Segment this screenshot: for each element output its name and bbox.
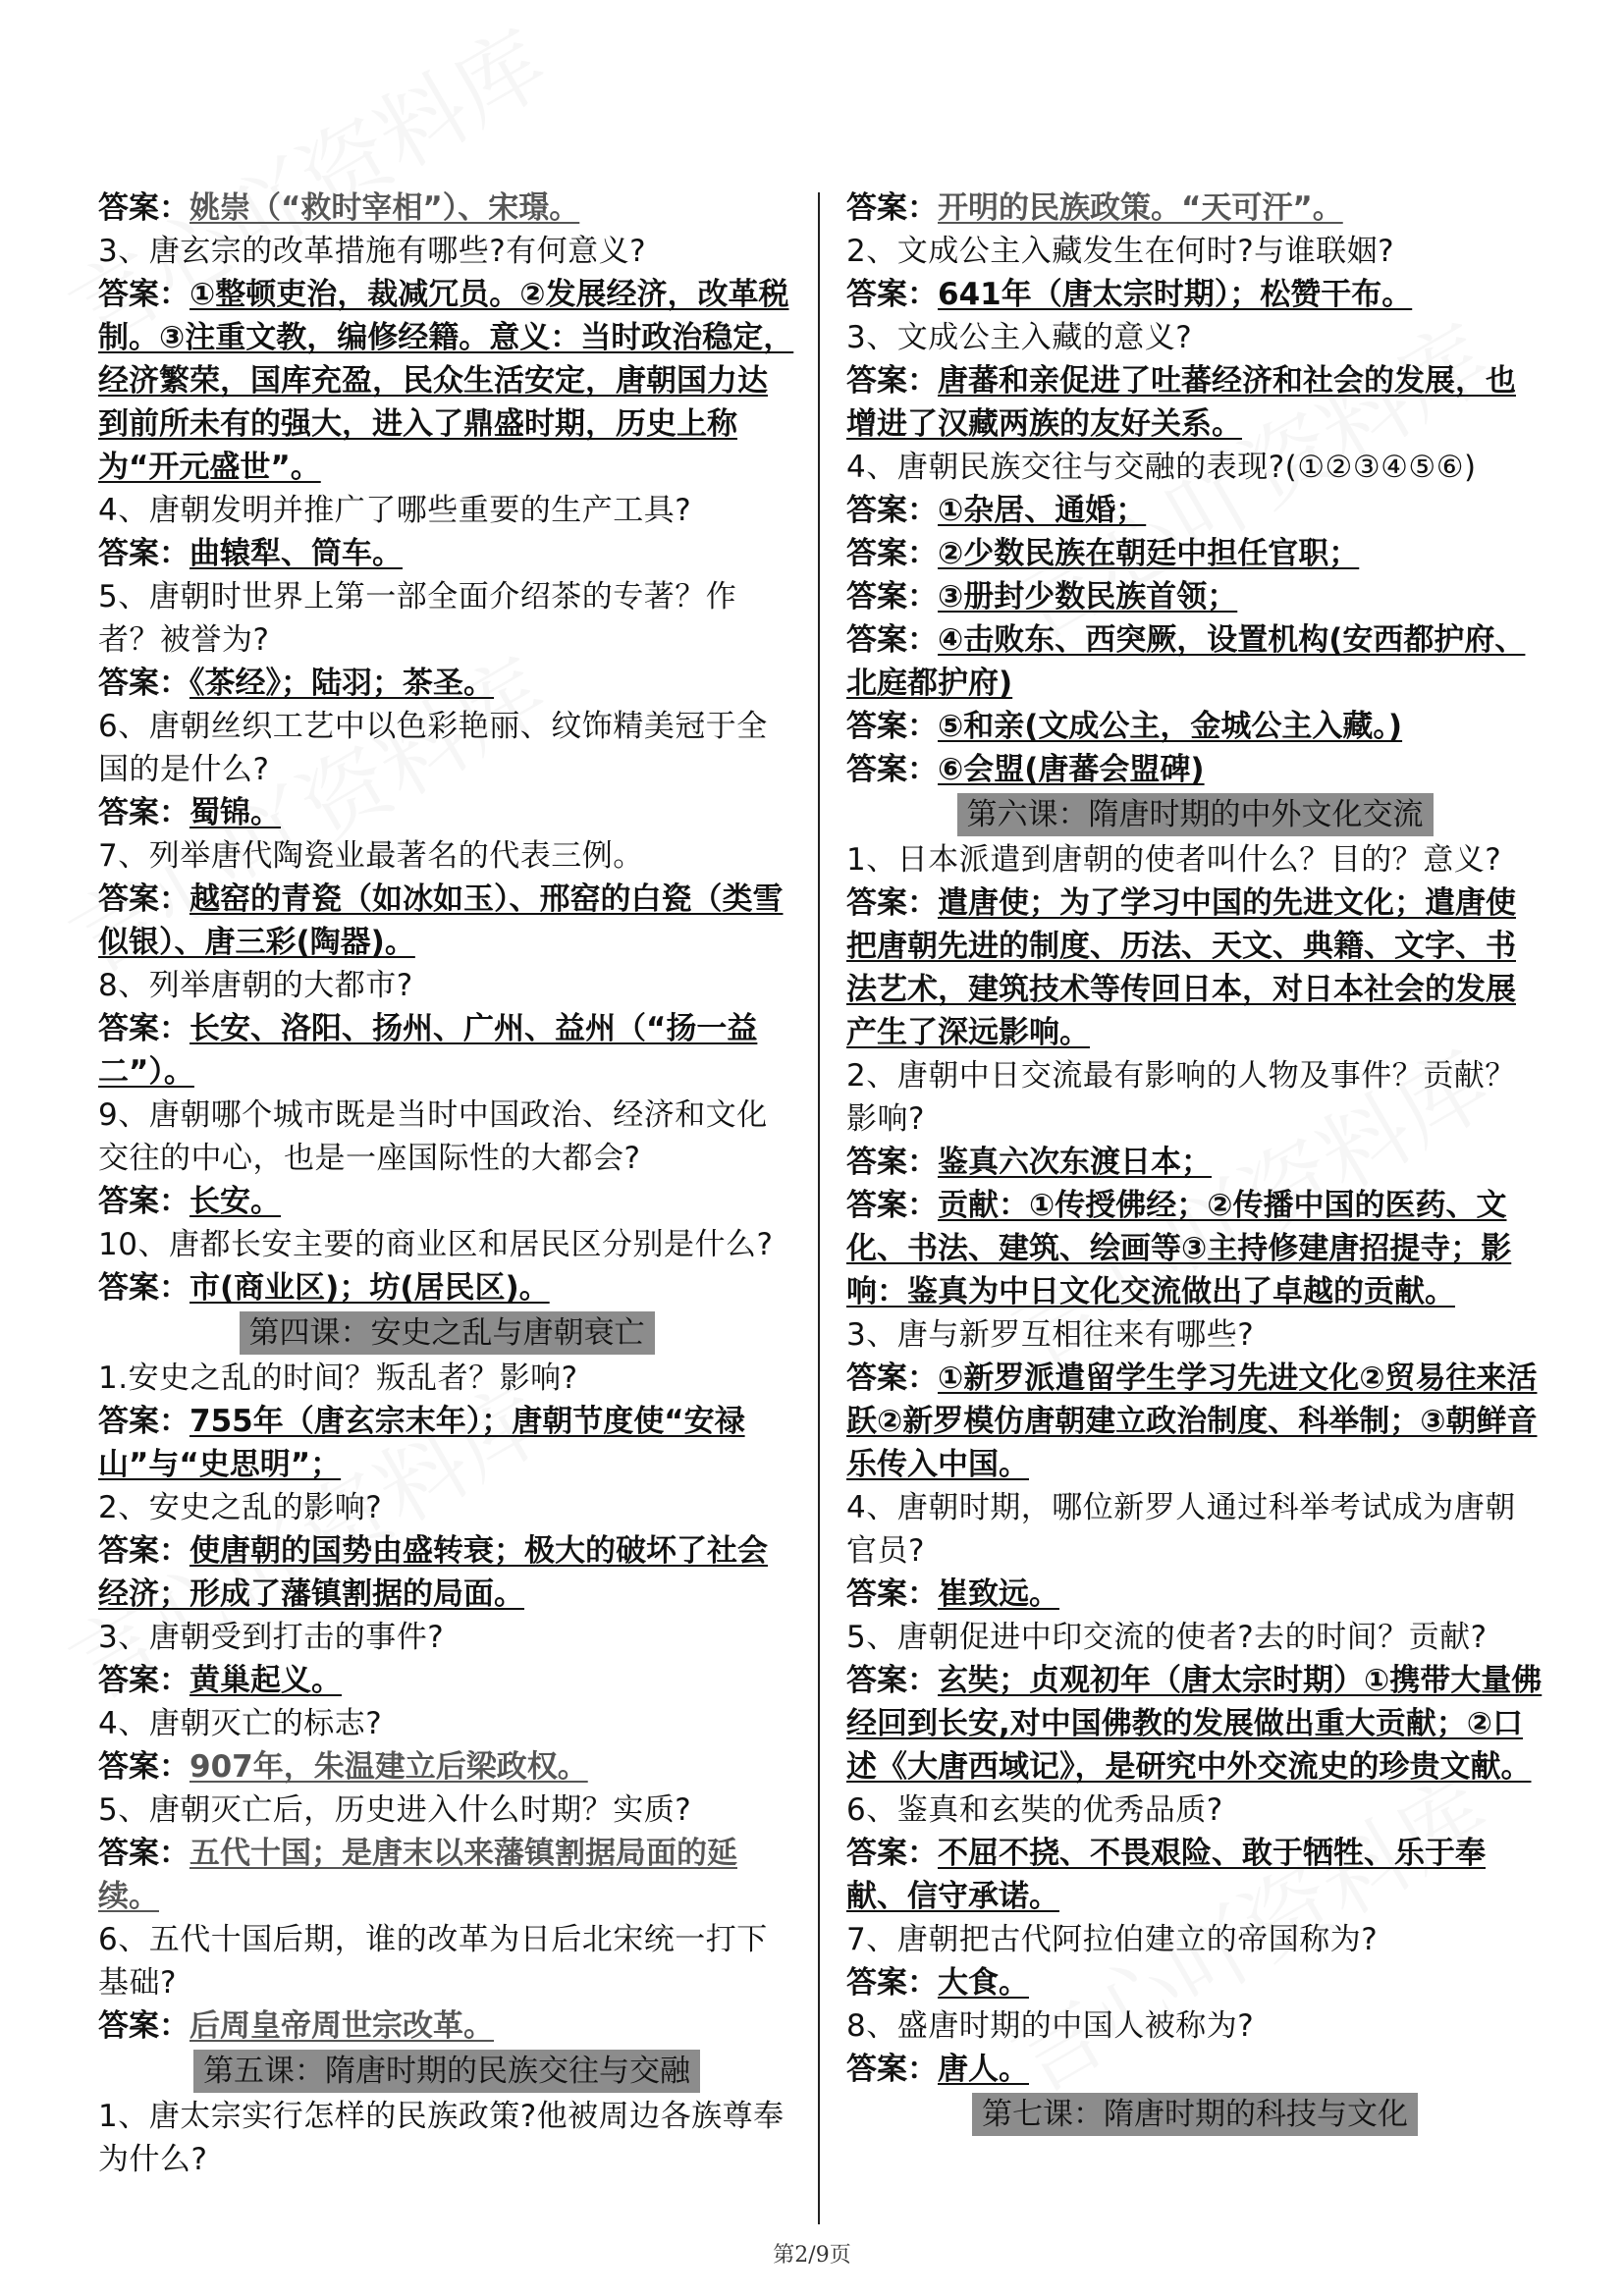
answer-label: 答案： <box>846 622 938 658</box>
answer-text: 蜀锦。 <box>189 795 281 830</box>
answer-text: 长安、洛阳、扬州、广州、益州（“扬一益二”）。 <box>98 1011 758 1090</box>
answer-text: 长安。 <box>189 1184 281 1219</box>
answer <box>846 1832 1543 1918</box>
question: 5、唐朝促进中印交流的使者?去的时间？贡献? <box>846 1620 1488 1655</box>
question: 3、唐朝受到打击的事件? <box>98 1620 445 1655</box>
answer-text: 市(商业区)；坊(居民区)。 <box>189 1270 550 1306</box>
question: 4、唐朝时期，哪位新罗人通过科举考试成为唐朝官员? <box>846 1490 1516 1569</box>
answer-label: 答案： <box>846 1663 938 1698</box>
answer-label: 答案： <box>846 190 938 226</box>
answer-label: 答案： <box>846 1965 938 2001</box>
answer-text: ②少数民族在朝廷中担任官职； <box>938 536 1360 571</box>
answer-label: 答案： <box>846 1576 938 1612</box>
answer-text: 曲辕犁、筒车。 <box>189 536 403 571</box>
question: 4、唐朝灭亡的标志? <box>98 1706 383 1741</box>
answer-label: 答案： <box>846 579 938 614</box>
question: 8、盛唐时期的中国人被称为? <box>846 2008 1255 2044</box>
answer <box>98 878 795 964</box>
answer <box>98 1400 795 1486</box>
answer <box>846 1659 1543 1789</box>
answer-text: 遣唐使；为了学习中国的先进文化；遣唐使把唐朝先进的制度、历法、天文、典籍、文字、书法艺术，建筑技术等传回日本，对日本社会的发展产生了深远影响。 <box>846 885 1516 1050</box>
answer <box>98 2004 795 2048</box>
question: 2、安史之乱的影响? <box>98 1490 383 1525</box>
answer-text: ④击败东、西突厥，设置机构(安西都护府、北庭都护府) <box>846 622 1526 701</box>
answer-label: 答案： <box>846 2052 938 2087</box>
answer-label: 答案： <box>98 795 189 830</box>
question: 1、唐太宗实行怎样的民族政策?他被周边各族尊奉为什么? <box>98 2099 785 2177</box>
question: 4、唐朝发明并推广了哪些重要的生产工具? <box>98 493 692 528</box>
answer-label: 答案： <box>846 536 938 571</box>
answer-text: 黄巢起义。 <box>189 1663 342 1698</box>
question: 2、文成公主入藏发生在何时?与谁联姻? <box>846 234 1395 269</box>
question: 4、唐朝民族交往与交融的表现?(①②③④⑤⑥) <box>846 450 1477 485</box>
answer <box>846 532 1543 575</box>
answer <box>98 532 795 575</box>
answer-label: 答案： <box>846 1145 938 1180</box>
answer <box>846 1141 1543 1184</box>
right-column <box>846 187 1543 2138</box>
question: 8、列举唐朝的大都市? <box>98 968 413 1003</box>
answer <box>846 748 1543 791</box>
answer-label: 答案： <box>98 1011 189 1046</box>
answer-label: 答案： <box>846 363 938 399</box>
question: 5、唐朝灭亡后，历史进入什么时期？实质? <box>98 1792 692 1828</box>
answer-label: 答案： <box>846 885 938 921</box>
answer <box>846 881 1543 1054</box>
answer-label: 答案： <box>846 752 938 787</box>
answer-label: 答案： <box>98 1184 189 1219</box>
answer <box>846 273 1543 316</box>
question: 6、鉴真和玄奘的优秀品质? <box>846 1792 1223 1828</box>
answer-text: 鉴真六次东渡日本； <box>938 1145 1212 1180</box>
answer-text: 玄奘；贞观初年（唐太宗时期）①携带大量佛经回到长安,对中国佛教的发展做出重大贡献；②口述《大唐西域记》，是研究中外交流史的珍贵文献。 <box>846 1663 1543 1785</box>
answer-label: 答案： <box>98 1749 189 1785</box>
answer <box>846 705 1543 748</box>
answer <box>846 1961 1543 2004</box>
answer-label: 答案： <box>846 709 938 744</box>
answer <box>846 618 1543 705</box>
answer-label: 答案： <box>846 1836 938 1871</box>
answer-text: ⑤和亲(文成公主，金城公主入藏。) <box>938 709 1403 744</box>
answer <box>846 1184 1543 1313</box>
answer-text: 使唐朝的国势由盛转衰；极大的破坏了社会经济；形成了藩镇割据的局面。 <box>98 1533 768 1612</box>
question: 7、列举唐代陶瓷业最著名的代表三例。 <box>98 838 644 874</box>
lesson-heading: 第四课：安史之乱与唐朝衰亡 <box>240 1311 655 1355</box>
answer-text: ①杂居、通婚； <box>938 493 1147 528</box>
left-column <box>98 187 795 2181</box>
answer-label: 答案： <box>846 1188 938 1223</box>
answer <box>98 187 795 230</box>
question: 6、五代十国后期，谁的改革为日后北宋统一打下基础? <box>98 1922 768 2001</box>
lesson-heading: 第六课：隋唐时期的中外文化交流 <box>957 793 1434 836</box>
answer <box>98 791 795 834</box>
answer <box>846 2048 1543 2091</box>
answer <box>98 1659 795 1702</box>
answer-text: 姚崇（“救时宰相”）、宋璟。 <box>189 190 580 226</box>
question: 2、唐朝中日交流最有影响的人物及事件？贡献？影响? <box>846 1058 1516 1137</box>
question: 3、唐玄宗的改革措施有哪些?有何意义? <box>98 234 647 269</box>
answer-label: 答案： <box>846 493 938 528</box>
answer-text: 后周皇帝周世宗改革。 <box>189 2008 494 2044</box>
answer-label: 答案： <box>98 190 189 226</box>
answer-text: 不屈不挠、不畏艰险、敢于牺牲、乐于奉献、信守承诺。 <box>846 1836 1486 1914</box>
answer-label: 答案： <box>98 666 189 701</box>
answer-label: 答案： <box>846 277 938 312</box>
answer <box>846 1573 1543 1616</box>
answer <box>98 662 795 705</box>
question: 5、唐朝时世界上第一部全面介绍茶的专著？作者？被誉为? <box>98 579 737 658</box>
answer <box>98 1180 795 1223</box>
answer-text: 大食。 <box>938 1965 1029 2001</box>
answer-text: 开明的民族政策。“天可汗”。 <box>938 190 1343 226</box>
answer-text: 崔致远。 <box>938 1576 1059 1612</box>
answer <box>98 1529 795 1616</box>
answer-label: 答案： <box>98 1533 189 1569</box>
answer-label: 答案： <box>98 1270 189 1306</box>
answer-text: 唐人。 <box>938 2052 1029 2087</box>
question: 7、唐朝把古代阿拉伯建立的帝国称为? <box>846 1922 1379 1957</box>
answer <box>846 575 1543 618</box>
answer <box>98 1832 795 1918</box>
question: 1、日本派遣到唐朝的使者叫什么？目的？意义? <box>846 842 1502 878</box>
answer-text: 《茶经》；陆羽；茶圣。 <box>189 666 494 701</box>
answer <box>846 489 1543 532</box>
answer-text: ①整顿吏治，裁减冗员。②发展经济，改革税制。③注重文教，编修经籍。意义：当时政治稳定，经济繁荣，国库充盈，民众生活安定，唐朝国力达到前所未有的强大，进入了鼎盛时期，历史上称为“开元盛世”。 <box>98 277 794 485</box>
question: 3、文成公主入藏的意义? <box>846 320 1193 355</box>
answer-text: ⑥会盟(唐蕃会盟碑) <box>938 752 1205 787</box>
answer <box>98 1266 795 1309</box>
answer-text: 五代十国；是唐末以来藩镇割据局面的延续。 <box>98 1836 737 1914</box>
answer-label: 答案： <box>98 1404 189 1439</box>
answer-text: 755年（唐玄宗末年）；唐朝节度使“安禄山”与“史思明”； <box>98 1404 745 1482</box>
lesson-heading: 第七课：隋唐时期的科技与文化 <box>972 2093 1418 2136</box>
answer-text: 641年（唐太宗时期）；松赞干布。 <box>938 277 1413 312</box>
answer-label: 答案： <box>98 1663 189 1698</box>
page-number: 第2/9页 <box>773 2243 851 2268</box>
answer-label: 答案： <box>98 2008 189 2044</box>
answer <box>98 1745 795 1789</box>
lesson-heading: 第五课：隋唐时期的民族交往与交融 <box>193 2050 700 2093</box>
answer-label: 答案： <box>98 881 189 917</box>
question: 10、唐都长安主要的商业区和居民区分别是什么? <box>98 1227 774 1262</box>
column-divider <box>818 192 820 2224</box>
answer-label: 答案： <box>98 536 189 571</box>
answer-text: 贡献：①传授佛经；②传播中国的医药、文化、书法、建筑、绘画等③主持修建唐招提寺；影响：鉴真为中日文化交流做出了卓越的贡献。 <box>846 1188 1512 1309</box>
answer <box>98 273 795 489</box>
answer-label: 答案： <box>98 1836 189 1871</box>
answer <box>846 359 1543 446</box>
answer-text: 907年，朱温建立后梁政权。 <box>189 1749 588 1785</box>
answer-label: 答案： <box>846 1361 938 1396</box>
answer-text: 越窑的青瓷（如冰如玉）、邢窑的白瓷（类雪似银）、唐三彩(陶器)。 <box>98 881 784 960</box>
answer-label: 答案： <box>98 277 189 312</box>
question: 6、唐朝丝织工艺中以色彩艳丽、纹饰精美冠于全国的是什么? <box>98 709 768 787</box>
answer-text: ①新罗派遣留学生学习先进文化②贸易往来活跃②新罗模仿唐朝建立政治制度、科举制；③朝鲜音乐传入中国。 <box>846 1361 1538 1482</box>
answer <box>846 1357 1543 1486</box>
question: 3、唐与新罗互相往来有哪些? <box>846 1317 1255 1353</box>
question: 9、唐朝哪个城市既是当时中国政治、经济和文化交往的中心，也是一座国际性的大都会? <box>98 1097 768 1176</box>
answer-text: 唐蕃和亲促进了吐蕃经济和社会的发展，也增进了汉藏两族的友好关系。 <box>846 363 1516 442</box>
answer <box>98 1007 795 1094</box>
answer <box>846 187 1543 230</box>
answer-text: ③册封少数民族首领； <box>938 579 1238 614</box>
question: 1.安史之乱的时间？叛乱者？影响? <box>98 1361 578 1396</box>
